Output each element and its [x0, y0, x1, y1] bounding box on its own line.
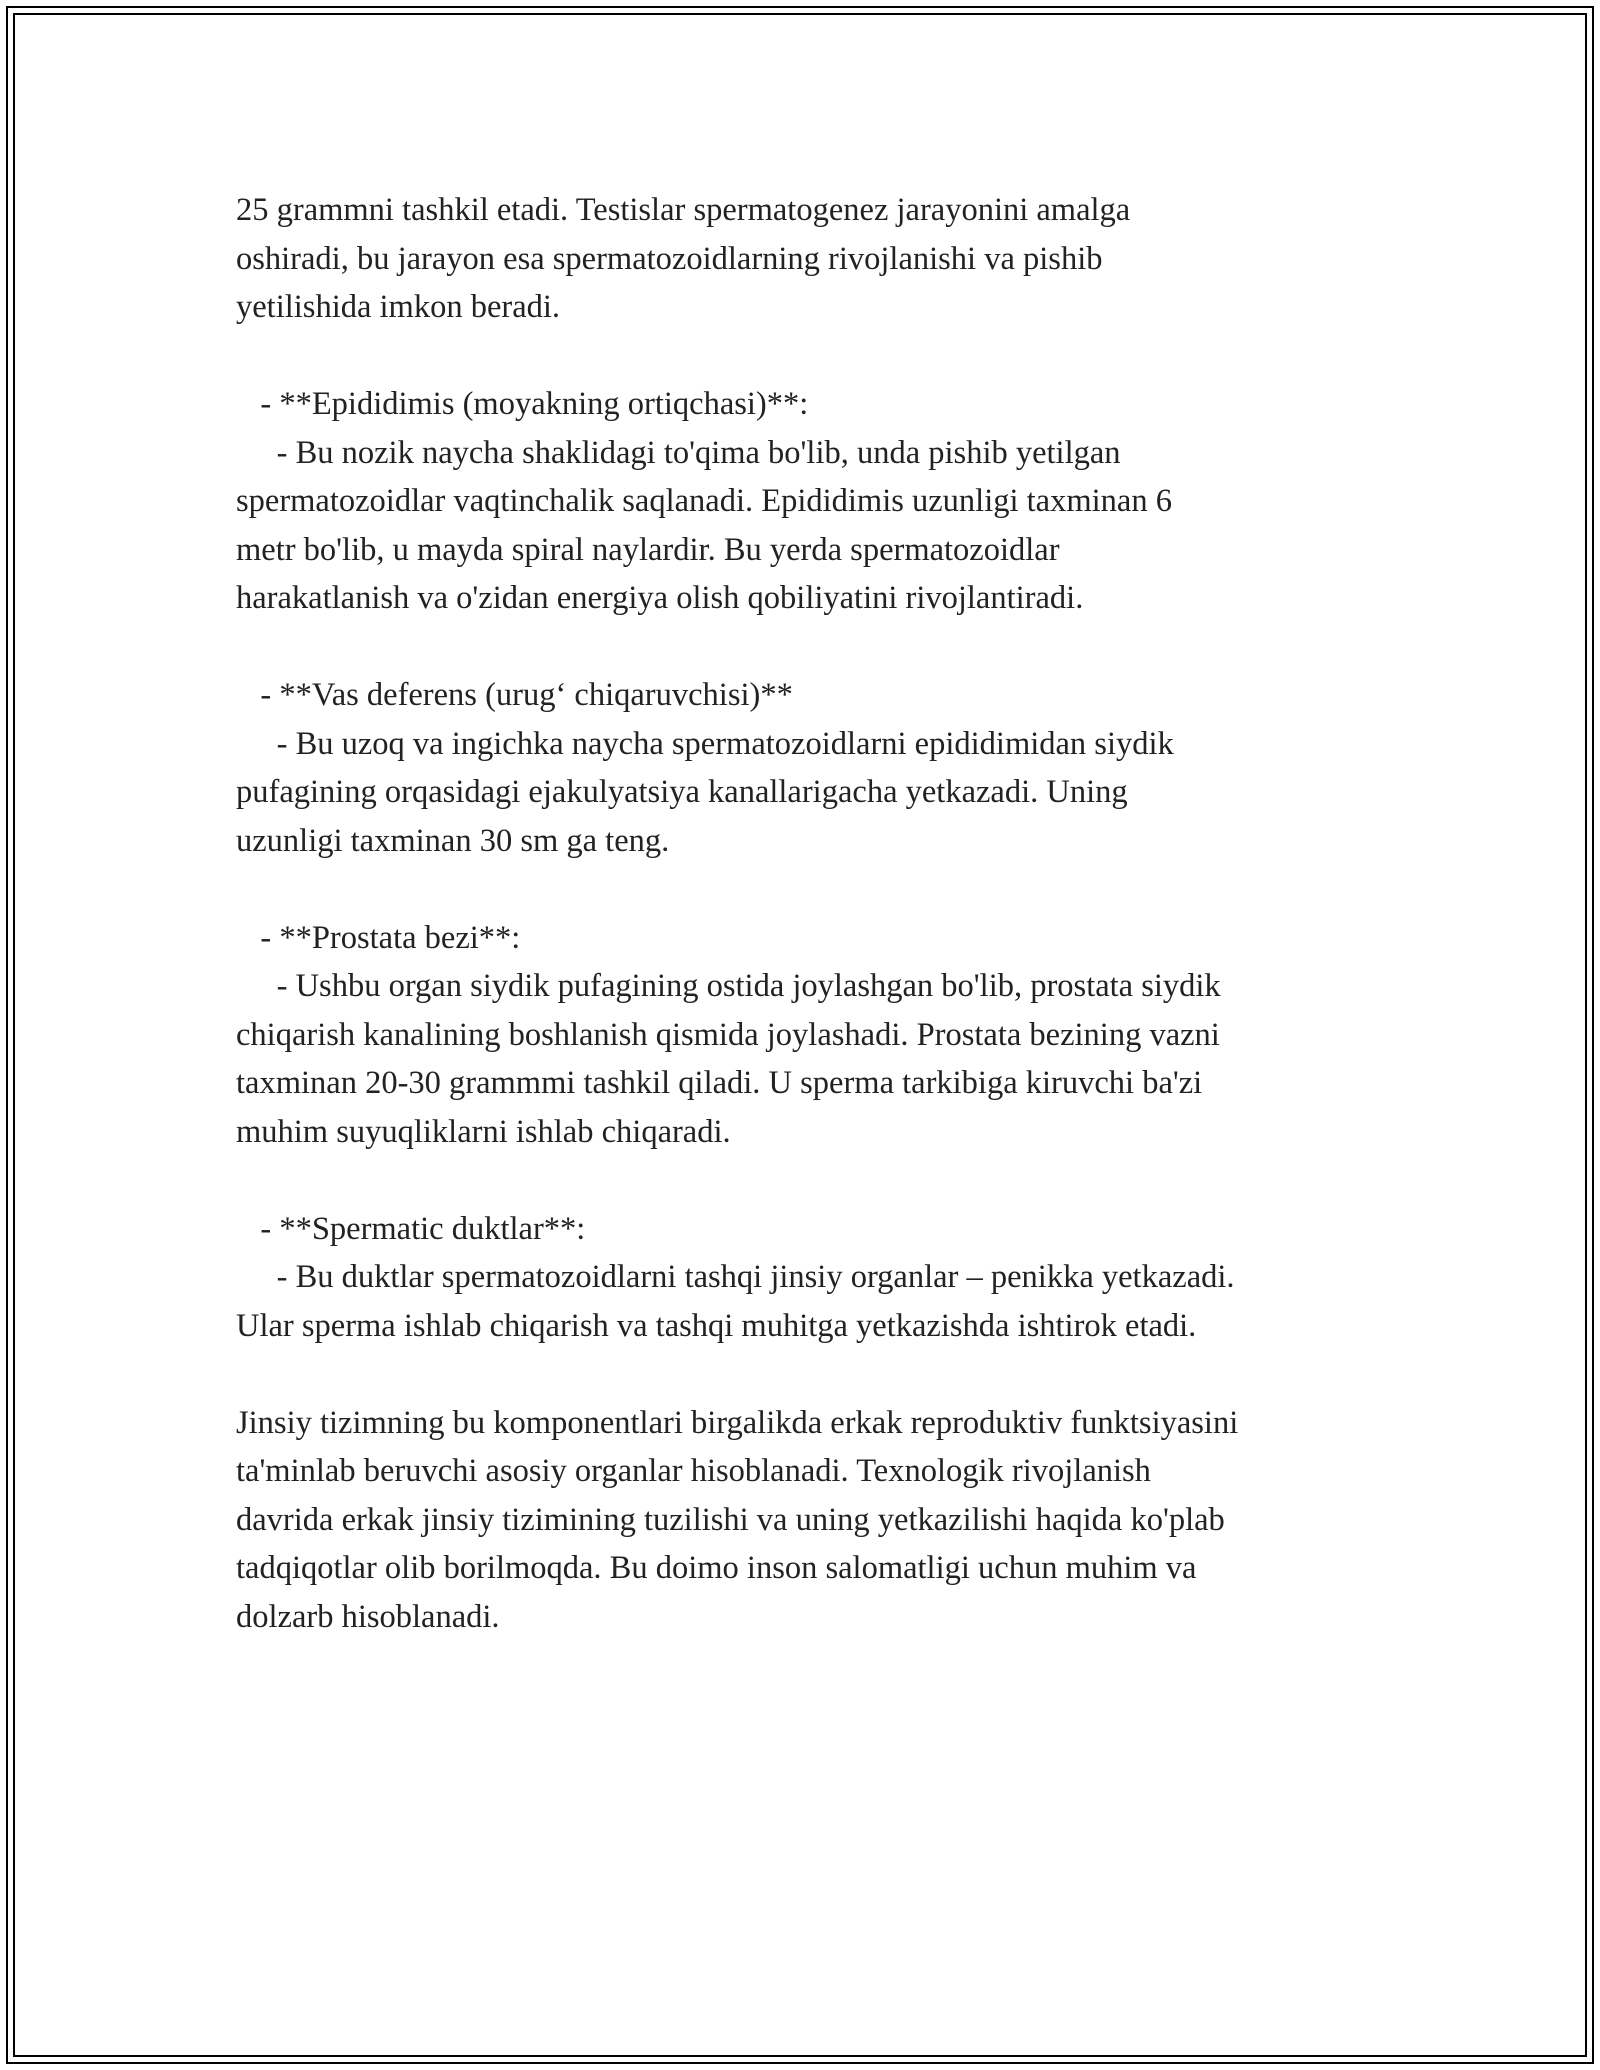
text-line: - Bu uzoq va ingichka naycha spermatozoidlarni epididimidan siydik — [236, 725, 1174, 762]
text-line: uzunligi taxminan 30 sm ga teng. — [236, 822, 670, 859]
text-line: pufagining orqasidagi ejakulyatsiya kanallarigacha yetkazadi. Uning — [236, 774, 1128, 810]
text-line: ta'minlab beruvchi asosiy organlar hisoblanadi. Texnologik rivojlanish — [236, 1453, 1151, 1489]
blank-line — [236, 1350, 1396, 1399]
text-line: muhim suyuqliklarni ishlab chiqaradi. — [236, 1113, 731, 1150]
text-line: spermatozoidlar vaqtinchalik saqlanadi. Epididimis uzunligi taxminan 6 — [236, 483, 1172, 519]
text-line: oshiradi, bu jarayon esa spermatozoidlarning rivojlanishi va pishib — [236, 240, 1103, 277]
list-heading: - **Epididimis (moyakning ortiqchasi)**: — [236, 386, 809, 422]
text-line: davrida erkak jinsiy tizimining tuzilishi va uning yetkazilishi haqida ko'plab — [236, 1501, 1225, 1538]
blank-line — [236, 623, 1396, 672]
text-line: yetilishida imkon beradi. — [236, 289, 561, 325]
text-line: chiqarish kanalining boshlanish qismida joylashadi. Prostata bezining vazni — [236, 1016, 1220, 1053]
text-line: harakatlanish va o'zidan energiya olish qobiliyatini rivojlantiradi. — [236, 580, 1084, 616]
text-line: dolzarb hisoblanadi. — [236, 1598, 500, 1635]
list-heading: - **Prostata bezi**: — [236, 919, 521, 956]
text-line: 25 grammni tashkil etadi. Testislar spermatogenez jarayonini amalga — [236, 192, 1131, 228]
text-line: - Ushbu organ siydik pufagining ostida joylashgan bo'lib, prostata siydik — [236, 968, 1221, 1004]
blank-line — [236, 865, 1396, 914]
blank-line — [236, 1156, 1396, 1205]
text-line: - Bu duktlar spermatozoidlarni tashqi jinsiy organlar – penikka yetkazadi. — [236, 1259, 1235, 1295]
text-line: - Bu nozik naycha shaklidagi to'qima bo'lib, unda pishib yetilgan — [236, 434, 1121, 471]
list-heading: - **Vas deferens (urug‘ chiqaruvchisi)** — [236, 677, 793, 713]
list-heading: - **Spermatic duktlar**: — [236, 1210, 586, 1247]
text-line: taxminan 20-30 grammmi tashkil qiladi. U sperma tarkibiga kiruvchi ba'zi — [236, 1065, 1203, 1101]
text-line: tadqiqotlar olib borilmoqda. Bu doimo inson salomatligi uchun muhim va — [236, 1550, 1197, 1586]
text-line: Ular sperma ishlab chiqarish va tashqi muhitga yetkazishda ishtirok etadi. — [236, 1307, 1197, 1344]
text-line: Jinsiy tizimning bu komponentlari birgalikda erkak reproduktiv funktsiyasini — [236, 1404, 1239, 1441]
text-line: metr bo'lib, u mayda spiral naylardir. Bu yerda spermatozoidlar — [236, 531, 1060, 568]
blank-line — [236, 332, 1396, 381]
document-body — [236, 186, 1396, 1641]
